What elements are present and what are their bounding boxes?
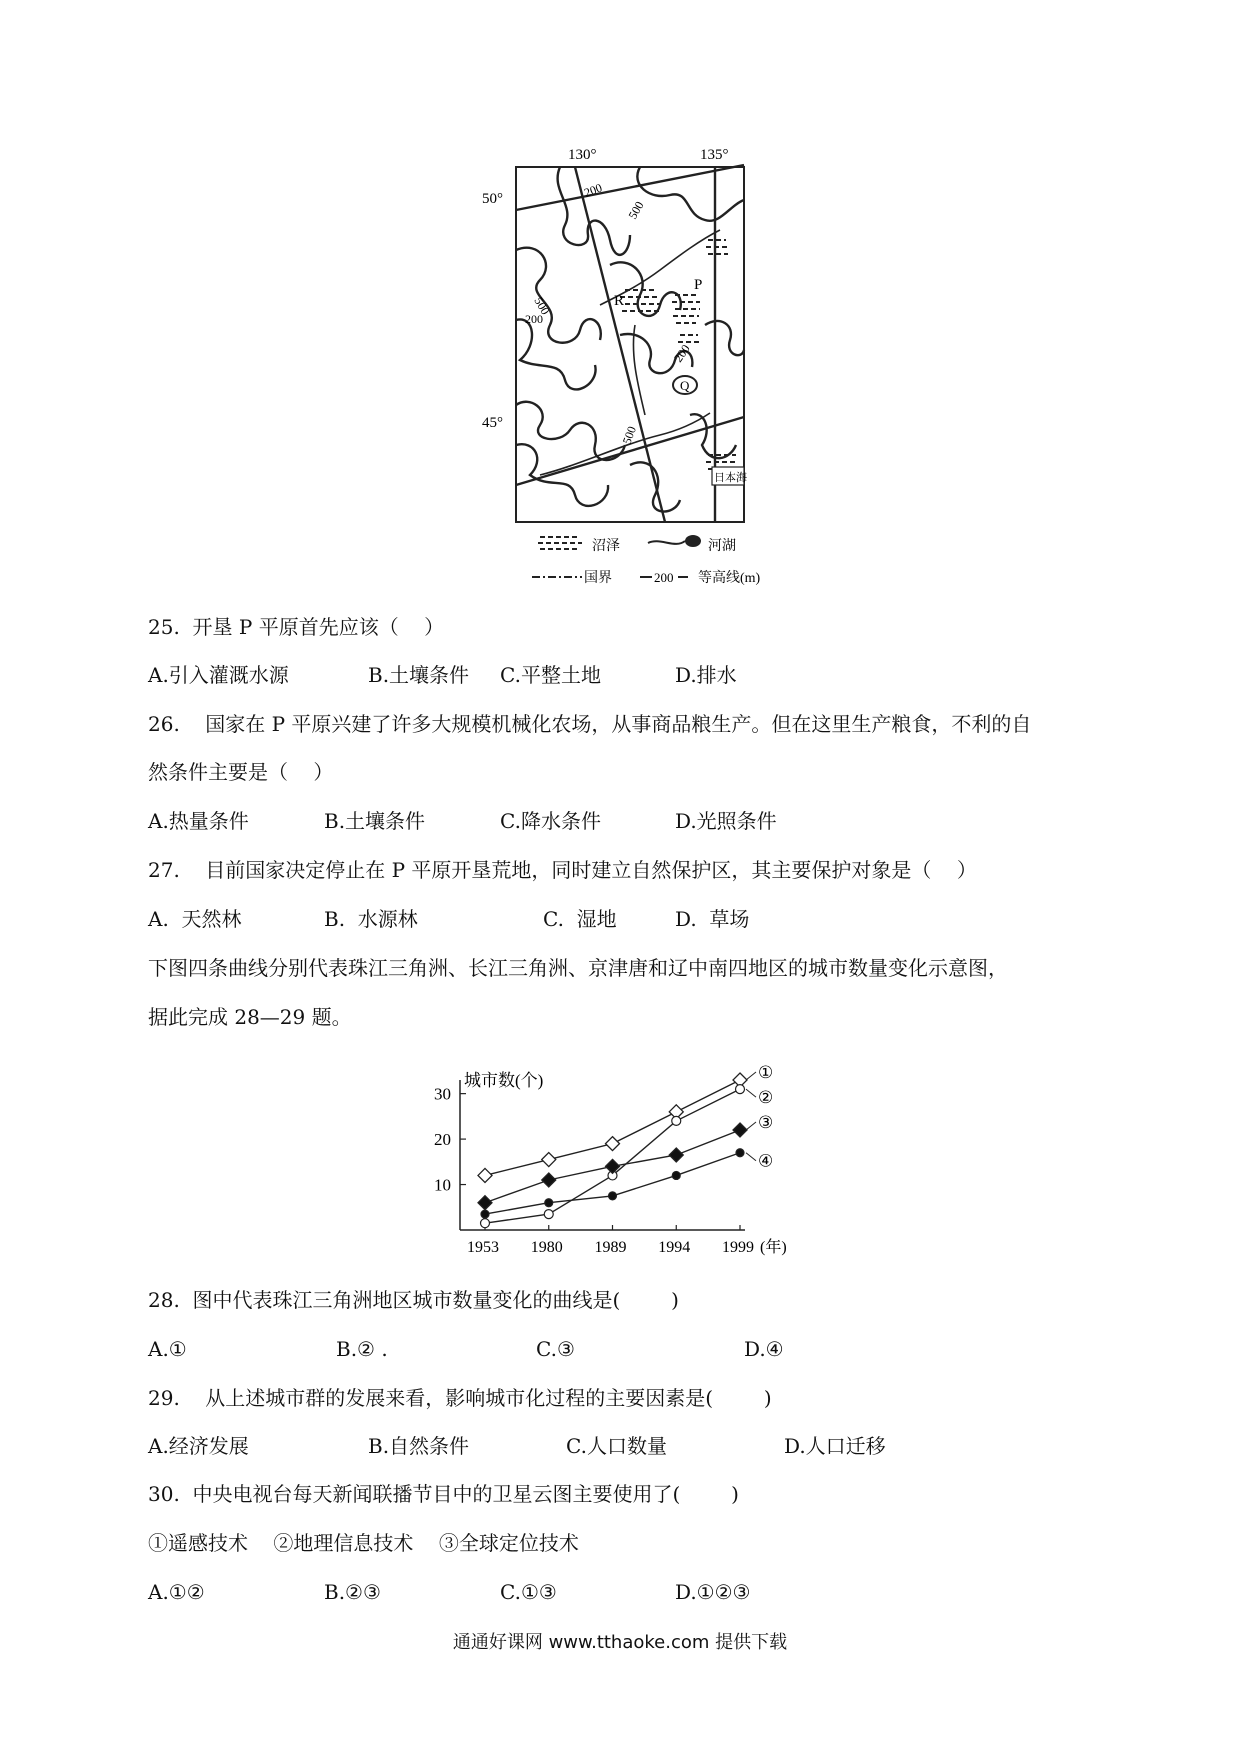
- q27-option-b: B. 水源林: [324, 907, 418, 931]
- x-tick-label: 1999: [722, 1239, 754, 1256]
- series-label-4: ④: [758, 1151, 774, 1171]
- series-2-point: [672, 1116, 681, 1125]
- q26-option-b: B.土壤条件: [324, 809, 426, 833]
- series-2-point: [736, 1085, 745, 1094]
- q27-option-a: A. 天然林: [148, 907, 242, 931]
- q26-option-c: C.降水条件: [500, 809, 601, 833]
- q29-option-a: A.经济发展: [148, 1434, 249, 1458]
- q25-option-d: D.排水: [675, 663, 737, 687]
- series-leader: [746, 1153, 756, 1161]
- contour-label: 500: [531, 294, 553, 318]
- lon-label-130: 130°: [568, 147, 597, 163]
- intro-line2: 据此完成 28—29 题。: [148, 1005, 352, 1029]
- point-label-p: P: [694, 277, 703, 293]
- contour-label: 200: [582, 180, 604, 200]
- point-label-r: R: [614, 293, 625, 309]
- series-3-point: [669, 1148, 683, 1162]
- footer-source: 通通好课网 www.tthaoke.com 提供下载: [452, 1632, 788, 1653]
- series-2-point: [481, 1219, 490, 1228]
- q28-option-a: A.①: [148, 1337, 187, 1361]
- legend-border-label: 国界: [584, 571, 612, 586]
- q30-options: [148, 1578, 1048, 1606]
- city-count-line-chart: [420, 1050, 840, 1265]
- q25-options: [148, 661, 1048, 689]
- series-1-point: [542, 1153, 556, 1167]
- q29-option-c: C.人口数量: [566, 1434, 667, 1458]
- q28-option-b: B.② .: [336, 1337, 388, 1361]
- series-label-1: ①: [758, 1063, 774, 1082]
- q26-option-d: D.光照条件: [675, 809, 777, 833]
- legend-contour-value: 200: [654, 570, 674, 585]
- q26-stem-line1: 26. 国家在 P 平原兴建了许多大规模机械化农场，从事商品粮生产。但在这里生产粮食，不利的自: [148, 712, 1032, 736]
- series-label-3: ③: [758, 1113, 774, 1132]
- series-1-point: [606, 1137, 620, 1151]
- point-label-q: Q: [680, 378, 690, 393]
- q25-option-c: C.平整土地: [500, 663, 601, 687]
- q25-stem: 25. 开垦 P 平原首先应该（ ）: [148, 615, 445, 639]
- q30-option-c: C.①③: [500, 1580, 557, 1604]
- q30-option-a: A.①②: [148, 1580, 205, 1604]
- series-4-point: [545, 1199, 553, 1207]
- series-1-point: [478, 1168, 492, 1182]
- sea-label: 日本海: [714, 472, 747, 484]
- series-label-2: ②: [758, 1088, 774, 1108]
- contour-label: 200: [525, 312, 543, 326]
- q27-option-c: C. 湿地: [543, 907, 617, 931]
- lat-label-45: 45°: [482, 415, 503, 431]
- x-tick-label: 1953: [467, 1239, 499, 1256]
- series-leader: [746, 1072, 756, 1080]
- x-tick-label: 1994: [658, 1239, 691, 1256]
- series-4-point: [736, 1149, 744, 1157]
- q29-option-b: B.自然条件: [368, 1434, 470, 1458]
- contour-label: 500: [619, 424, 639, 447]
- q30-stem: 30. 中央电视台每天新闻联播节目中的卫星云图主要使用了( ): [148, 1482, 739, 1506]
- legend-swamp-label: 沼泽: [592, 539, 620, 554]
- q25-option-b: B.土壤条件: [368, 663, 470, 687]
- intro-line1: 下图四条曲线分别代表珠江三角洲、长江三角洲、京津唐和辽中南四地区的城市数量变化示意图，: [148, 956, 1008, 980]
- series-4-point: [672, 1171, 680, 1179]
- lat-label-50: 50°: [482, 191, 503, 207]
- x-tick-label: 1989: [594, 1239, 627, 1256]
- q28-option-c: C.③: [536, 1337, 575, 1361]
- q29-option-d: D.人口迁移: [784, 1434, 886, 1458]
- q30-option-d: D.①②③: [675, 1580, 751, 1604]
- q28-option-d: D.④: [744, 1337, 784, 1361]
- series-3-point: [542, 1173, 556, 1187]
- x-axis-title: (年): [760, 1239, 787, 1256]
- legend-contour-label: 等高线(m): [698, 571, 761, 586]
- q27-options: [148, 905, 1048, 933]
- legend-river-lake-label: 河湖: [708, 539, 736, 554]
- q28-options: [148, 1335, 1048, 1363]
- y-tick-label: 30: [434, 1084, 451, 1104]
- series-4-point: [609, 1192, 617, 1200]
- q27-option-d: D. 草场: [675, 907, 750, 931]
- x-tick-label: 1980: [530, 1239, 563, 1256]
- lon-label-135: 135°: [700, 147, 729, 163]
- series-2-point: [544, 1210, 553, 1219]
- q26-option-a: A.热量条件: [148, 809, 249, 833]
- series-3-point: [478, 1196, 492, 1210]
- q28-stem: 28. 图中代表珠江三角洲地区城市数量变化的曲线是( ): [148, 1288, 679, 1312]
- q29-stem: 29. 从上述城市群的发展来看，影响城市化过程的主要因素是( ): [148, 1386, 772, 1410]
- series-leader: [746, 1089, 756, 1097]
- q30-sub-options: ①遥感技术 ②地理信息技术 ③全球定位技术: [148, 1531, 579, 1555]
- topographic-map: [480, 145, 810, 610]
- series-3-point: [733, 1123, 747, 1137]
- q27-stem: 27. 目前国家决定停止在 P 平原开垦荒地，同时建立自然保护区，其主要保护对象是（ ）: [148, 858, 977, 882]
- y-tick-label: 20: [434, 1130, 451, 1150]
- y-axis-title: 城市数(个): [464, 1071, 544, 1090]
- q30-option-b: B.②③: [324, 1580, 381, 1604]
- contour-label: 200: [670, 341, 693, 365]
- q29-options: [148, 1432, 1048, 1460]
- series-line-2: [485, 1089, 740, 1223]
- y-tick-label: 10: [434, 1175, 451, 1195]
- q26-stem-line2: 然条件主要是（ ）: [148, 760, 334, 784]
- series-4-point: [481, 1210, 489, 1218]
- map-legend: [532, 535, 761, 586]
- q25-option-a: A.引入灌溉水源: [148, 663, 289, 687]
- contour-label: 500: [625, 198, 647, 222]
- q26-options: [148, 807, 1048, 835]
- series-leader: [746, 1122, 756, 1130]
